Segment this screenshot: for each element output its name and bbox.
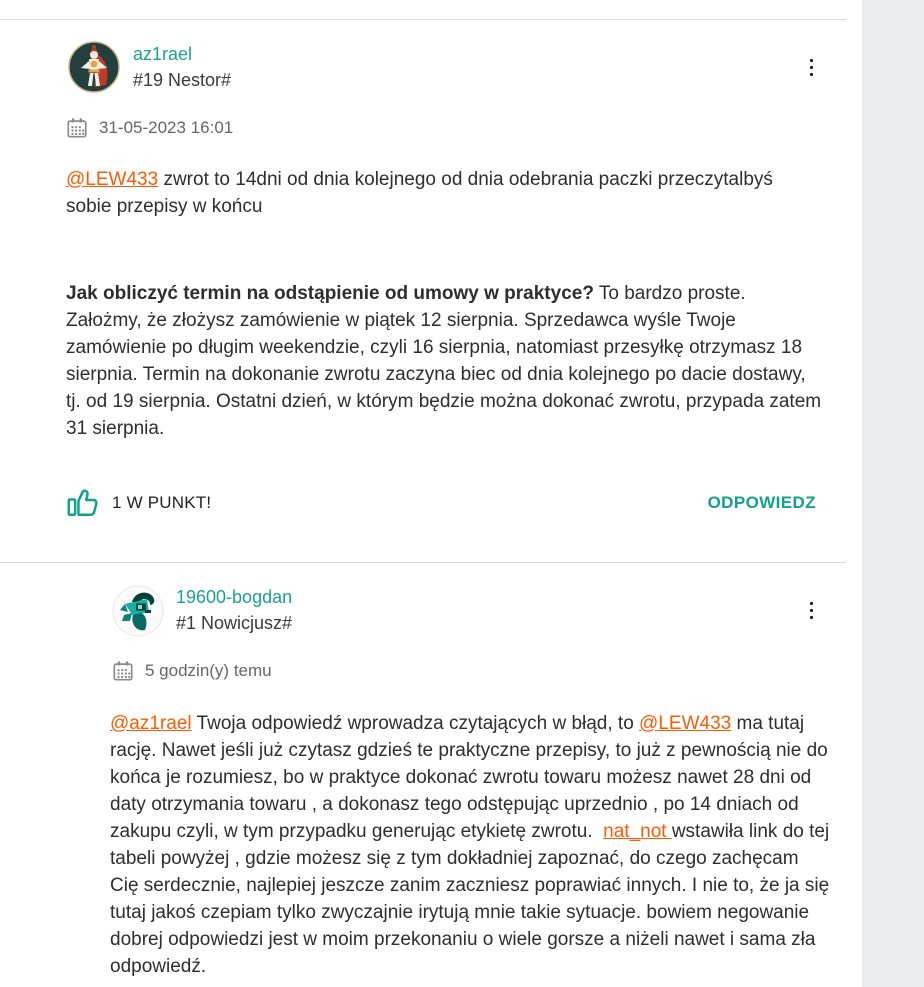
avatar[interactable]: [112, 585, 164, 637]
post-body: [110, 710, 832, 980]
post-options-kebab-menu-icon[interactable]: [800, 53, 822, 81]
paragraph-text: wstawiła link do tej tabeli powyżej , gdzie możesz się z tym dokładniej zapoznać, do czego zachęcam Cię serdecznie, najlepiej jeszcze zanim zaczniesz poprawiać innych. I nie to, że ja się tutaj jakoś czepiam tylko zwyczajnie irytują mnie takie sytuacje. bowiem negowanie dobrej odpowiedzi jest w moim przekonaniu o wiele gorsze a niżeli nawet i sama zła odpowiedź.: [110, 821, 830, 977]
avatar[interactable]: [68, 41, 120, 93]
post-author-block: [176, 586, 292, 634]
paragraph-text: ma tutaj rację. Nawet jeśli już czytasz gdzieś te praktyczne przepisy, to już z pewnością nie do końca je rozumiesz, bo w praktyce dokonać zwrotu towaru możesz nawet 28 dni od daty otrzymania towaru , a dokonasz tego odstępując uprzednio , po 14 dniach od zakupu czyli, w tym przypadku generując etykietę zwrotu.: [110, 713, 828, 842]
post-body: [66, 166, 822, 442]
creature-avatar-image: [112, 585, 164, 637]
post-paragraph: [66, 280, 822, 442]
paragraph-text: Twoja odpowiedź wprowadza czytających w błąd, to: [191, 713, 640, 734]
author-rank-label: #1 Nowicjusz#: [176, 613, 293, 633]
page-background-strip: [862, 0, 924, 987]
calendar-icon: [66, 117, 88, 139]
post-timestamp: 5 godzin(y) temu: [145, 661, 272, 680]
author-rank-label: #19 Nestor#: [133, 70, 232, 90]
paragraph-text: zwrot to 14dni od dnia kolejnego od dnia odebrania paczki przeczytalbyś sobie przepisy w końcu: [66, 169, 773, 217]
post-divider: [0, 19, 846, 20]
post-options-kebab-menu-icon[interactable]: [800, 596, 822, 624]
mention-link[interactable]: @LEW433: [66, 169, 159, 190]
author-username-link[interactable]: 19600-bogdan: [176, 587, 293, 607]
thumbs-up-icon: [66, 486, 102, 520]
post-paragraph: [66, 166, 822, 220]
post-date-row: [112, 660, 272, 682]
mention-link[interactable]: @LEW433: [639, 713, 732, 734]
post-actions-row: [66, 486, 816, 520]
calendar-icon: [112, 660, 134, 682]
post-author-block: [133, 43, 231, 91]
paragraph-bold-lead: Jak obliczyć termin na odstąpienie od umowy w praktyce?: [66, 283, 594, 304]
post-date-row: [66, 117, 233, 139]
superhero-avatar-image: [68, 41, 120, 93]
kudos-count-label: 1 W PUNKT!: [112, 493, 212, 512]
kudos-button[interactable]: [66, 486, 102, 520]
reply-button[interactable]: ODPOWIEDZ: [707, 493, 816, 512]
author-username-link[interactable]: az1rael: [133, 44, 193, 64]
paragraph-text: To bardzo proste. Założmy, że złożysz zamówienie w piątek 12 sierpnia. Sprzedawca wyśle Twoje zamówienie po długim weekendzie, czyli 16 sierpnia, natomiast przesyłkę otrzymasz 18 sierpnia. Termin na dokonanie zwrotu zaczyna biec od dnia kolejnego po dacie dostawy, tj. od 19 sierpnia. Ostatni dzień, w którym będzie można dokonać zwrotu, przypada zatem 31 sierpnia.: [66, 283, 822, 439]
mention-link[interactable]: nat_not: [603, 821, 672, 842]
mention-link[interactable]: @az1rael: [110, 713, 192, 734]
post-divider: [0, 562, 846, 563]
post-timestamp: 31-05-2023 16:01: [99, 118, 234, 137]
post-paragraph: [110, 710, 832, 980]
